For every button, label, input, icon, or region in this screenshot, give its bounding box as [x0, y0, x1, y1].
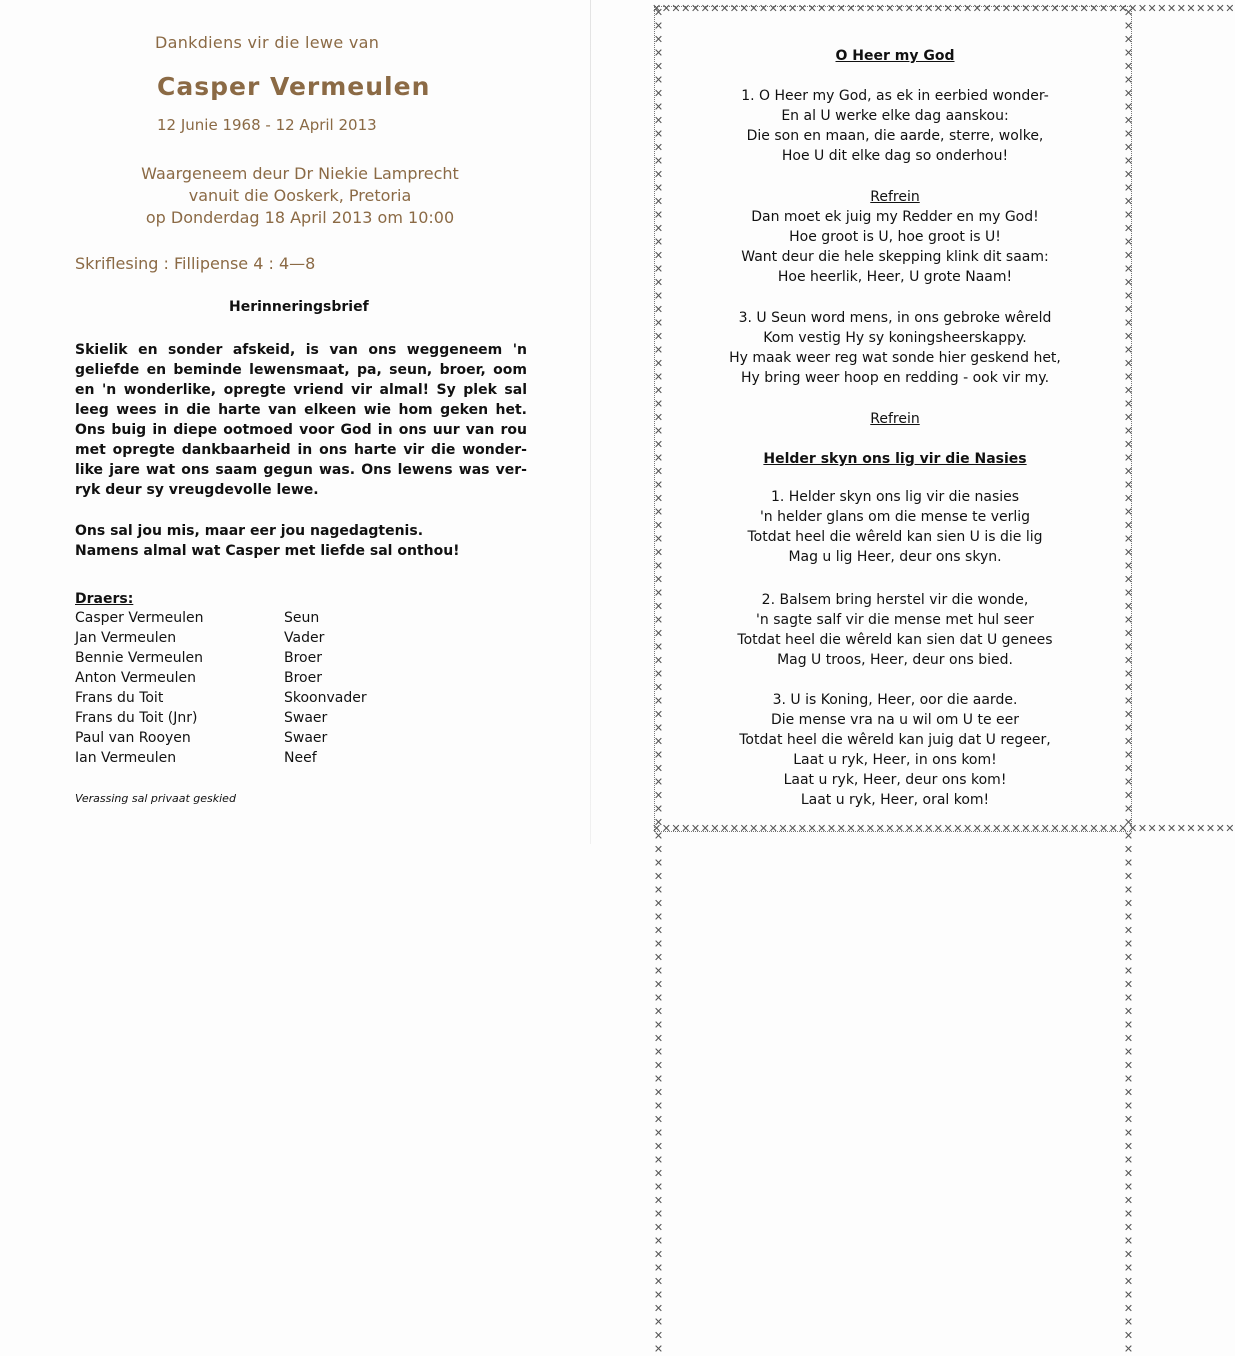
- hymn1-refrein: [690, 187, 1100, 287]
- verse-line: Totdat heel die wêreld kan juig dat U regeer,: [739, 732, 1051, 748]
- verse-line: Hy maak weer reg wat sonde hier geskend het,: [729, 350, 1061, 366]
- service-line: Waargeneem deur Dr Niekie Lamprecht: [141, 164, 459, 183]
- hymn-helder-skyn: [690, 449, 1100, 469]
- service-line: op Donderdag 18 April 2013 om 10:00: [145, 208, 455, 227]
- closing-line: Ons sal jou mis, maar eer jou nagedagtenis.: [75, 523, 424, 539]
- verse-line: Hy bring weer hoop en redding - ook vir my.: [740, 370, 1050, 386]
- cremation-note: Verassing sal privaat geskied: [75, 792, 236, 805]
- verse-line: 2. Balsem bring herstel vir die wonde,: [761, 592, 1029, 608]
- border-pattern-left: ✕✕✕✕✕✕✕✕✕✕✕✕✕✕✕✕✕✕✕✕✕✕✕✕✕✕✕✕✕✕✕✕✕✕✕✕✕✕✕✕✕✕✕✕✕✕✕✕✕✕✕✕✕✕✕✕✕✕✕✕✕✕✕✕✕✕✕✕✕✕✕✕✕✕✕✕✕✕✕✕✕✕✕✕✕✕✕✕✕✕✕✕✕✕✕✕✕✕✕✕: [652, 6, 665, 1356]
- bearer-relation: Broer: [284, 650, 322, 666]
- scripture-reading: Skriflesing : Fillipense 4 : 4—8: [75, 254, 316, 273]
- verse-line: 'n helder glans om die mense te verlig: [759, 509, 1031, 525]
- bearer-relation: Skoonvader: [284, 690, 367, 706]
- bearer-relation: Neef: [284, 750, 317, 766]
- verse-line: Totdat heel die wêreld kan sien dat U genees: [737, 632, 1053, 648]
- verse-line: Die mense vra na u wil om U te eer: [770, 712, 1020, 728]
- hymn1-refrein-repeat: [690, 409, 1100, 429]
- verse-line: Hoe groot is U, hoe groot is U!: [789, 229, 1001, 245]
- verse-line: Mag U troos, Heer, deur ons bied.: [777, 652, 1013, 668]
- bearer-name: Frans du Toit: [75, 690, 164, 706]
- bearer-relation: Broer: [284, 670, 322, 686]
- border-pattern-right: ✕✕✕✕✕✕✕✕✕✕✕✕✕✕✕✕✕✕✕✕✕✕✕✕✕✕✕✕✕✕✕✕✕✕✕✕✕✕✕✕✕✕✕✕✕✕✕✕✕✕✕✕✕✕✕✕✕✕✕✕✕✕✕✕✕✕✕✕✕✕✕✕✕✕✕✕✕✕✕✕✕✕✕✕✕✕✕✕✕✕✕✕✕✕✕✕✕✕✕✕: [1122, 6, 1135, 1356]
- bearer-relation: Vader: [284, 630, 325, 646]
- verse-line: 3. U Seun word mens, in ons gebroke wêreld: [738, 310, 1052, 326]
- verse-line: Totdat heel die wêreld kan sien U is die lig: [747, 529, 1043, 545]
- verse-line: Dan moet ek juig my Redder en my God!: [751, 209, 1039, 225]
- hymn-title: O Heer my God: [835, 48, 955, 64]
- bearer-name: Paul van Rooyen: [75, 730, 191, 746]
- hymn-o-heer-my-god: [690, 46, 1100, 66]
- verse-line: Kom vestig Hy sy koningsheerskappy.: [763, 330, 1027, 346]
- service-details: [130, 163, 470, 229]
- hymn-title: Helder skyn ons lig vir die Nasies: [763, 451, 1027, 467]
- bearers-title: Draers:: [75, 591, 134, 607]
- verse-line: Mag u lig Heer, deur ons skyn.: [788, 549, 1002, 565]
- closing-lines: [75, 521, 460, 561]
- hymn2-verse2: [690, 590, 1100, 670]
- verse-line: Hoe heerlik, Heer, U grote Naam!: [777, 269, 1013, 285]
- verse-line: Laat u ryk, Heer, oral kom!: [800, 792, 990, 808]
- verse-line: Want deur die hele skepping klink dit saam:: [741, 249, 1049, 265]
- bearer-name: Bennie Vermeulen: [75, 650, 204, 666]
- refrein-label: Refrein: [870, 189, 920, 205]
- bearer-name: Casper Vermeulen: [75, 610, 204, 626]
- bearer-name: Anton Vermeulen: [75, 670, 196, 686]
- verse-line: 1. Helder skyn ons lig vir die nasies: [770, 489, 1020, 505]
- bearers-list: [75, 610, 395, 775]
- bearer-relation: Seun: [284, 610, 320, 626]
- verse-line: Laat u ryk, Heer, in ons kom!: [793, 752, 997, 768]
- border-pattern-bottom: ✕✕✕✕✕✕✕✕✕✕✕✕✕✕✕✕✕✕✕✕✕✕✕✕✕✕✕✕✕✕✕✕✕✕✕✕✕✕✕✕✕✕✕✕✕✕✕✕✕✕✕✕✕✕✕✕✕✕✕✕: [652, 822, 1235, 835]
- closing-line: Namens almal wat Casper met liefde sal onthou!: [75, 543, 460, 559]
- refrein-label: Refrein: [870, 411, 920, 427]
- verse-line: Hoe U dit elke dag so onderhou!: [781, 148, 1009, 164]
- verse-line: 1. O Heer my God, as ek in eerbied wonder-: [741, 88, 1049, 104]
- hymn2-verse1: [690, 487, 1100, 567]
- hymn1-verse3: [690, 308, 1100, 388]
- bearer-name: Frans du Toit (Jnr): [75, 710, 198, 726]
- letter-body: Skielik en sonder afskeid, is van ons weggeneem 'n geliefde en beminde lewensmaat, pa, seun, broer, oom en 'n wonderlike, opregte vriend vir almal! Sy plek sal leeg wees in die harte van elkeen wie hom geken het. Ons buig in diepe ootmoed voor God in ons uur van rou met opregte dankbaarheid in ons harte vir die wonder-like jare wat ons saam gegun was. Ons lewens was ver-ryk deur sy vreugdevolle lewe.: [75, 342, 527, 498]
- verse-line: 3. U is Koning, Heer, oor die aarde.: [772, 692, 1018, 708]
- verse-line: En al U werke elke dag aanskou:: [781, 108, 1009, 124]
- intro-line: Dankdiens vir die lewe van: [155, 33, 380, 52]
- verse-line: Die son en maan, die aarde, sterre, wolke,: [746, 128, 1044, 144]
- border-pattern-top: ✕✕✕✕✕✕✕✕✕✕✕✕✕✕✕✕✕✕✕✕✕✕✕✕✕✕✕✕✕✕✕✕✕✕✕✕✕✕✕✕✕✕✕✕✕✕✕✕✕✕✕✕✕✕✕✕✕✕✕✕: [652, 2, 1235, 15]
- bearer-name: Ian Vermeulen: [75, 750, 177, 766]
- bearer-name: Jan Vermeulen: [75, 630, 177, 646]
- bearer-relation: Swaer: [284, 710, 328, 726]
- verse-line: 'n sagte salf vir die mense met hul seer: [756, 612, 1034, 628]
- deceased-name: Casper Vermeulen: [157, 72, 431, 101]
- hymn1-verse1: [690, 86, 1100, 166]
- left-page: [0, 0, 580, 844]
- life-dates: 12 Junie 1968 - 12 April 2013: [157, 116, 377, 134]
- hymn2-verse3: [690, 690, 1100, 810]
- letter-heading: Herinneringsbrief: [229, 299, 369, 315]
- bearer-relation: Swaer: [284, 730, 328, 746]
- page-fold: [590, 0, 591, 844]
- verse-line: Laat u ryk, Heer, deur ons kom!: [783, 772, 1007, 788]
- service-line: vanuit die Ooskerk, Pretoria: [188, 186, 412, 205]
